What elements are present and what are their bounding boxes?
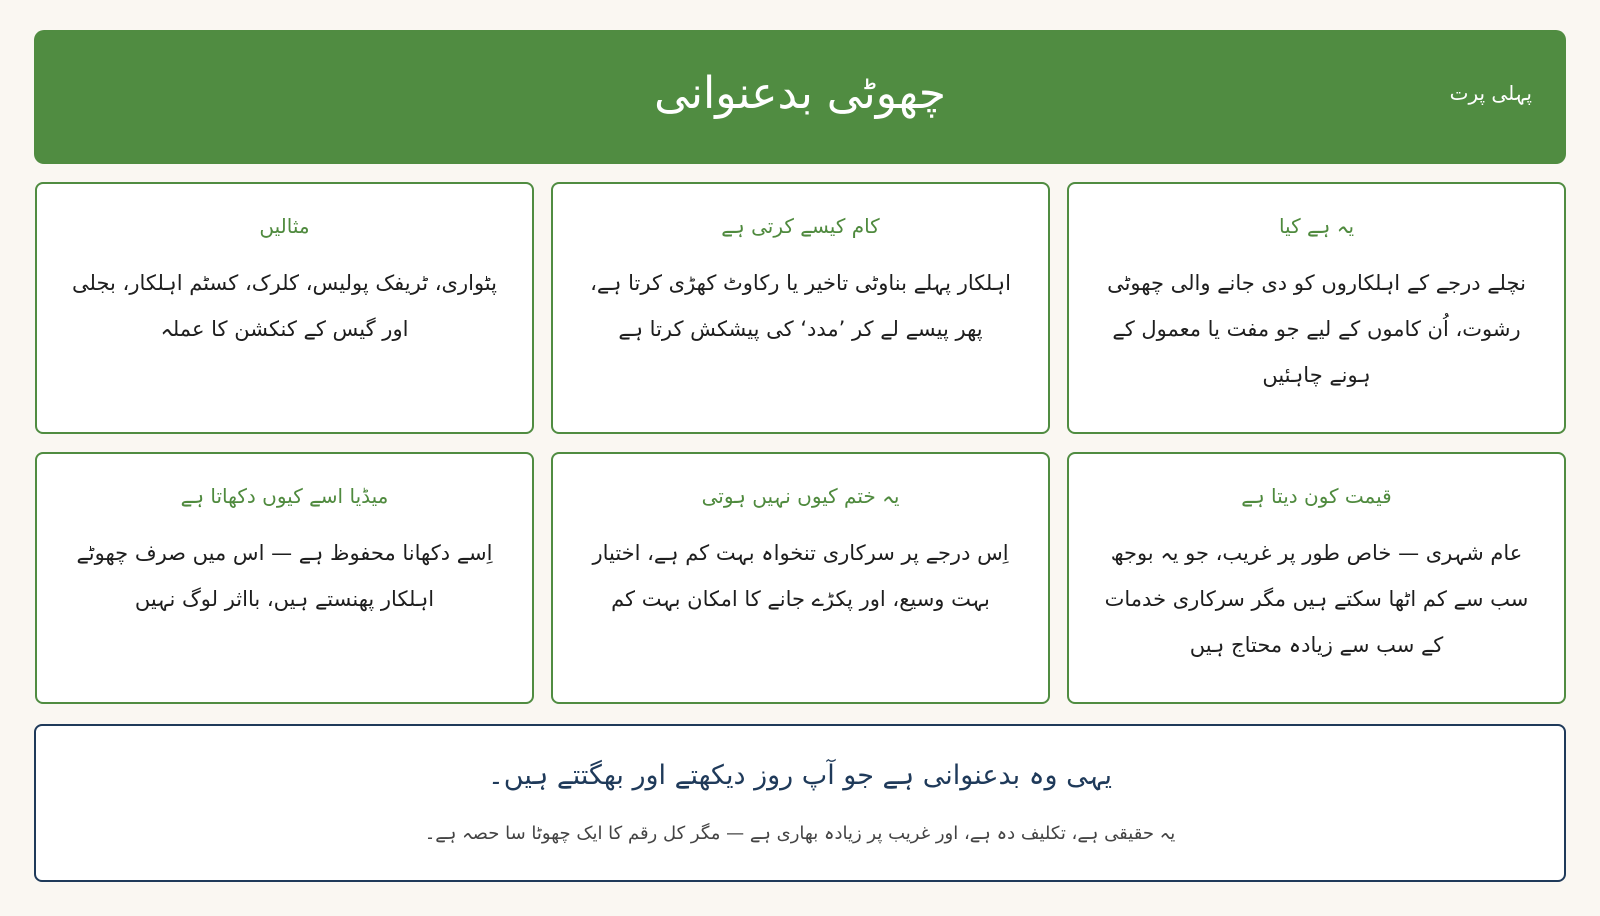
summary-subtext: یہ حقیقی ہے، تکلیف دہ ہے، اور غریب پر زیادہ بھاری ہے — مگر کل رقم کا ایک چھوٹا سا حصہ ہے۔ bbox=[424, 823, 1176, 844]
card-body: پٹواری، ٹریفک پولیس، کلرک، کسٹم اہلکار، بجلی اور گیس کے کنکشن کا عملہ bbox=[72, 271, 497, 341]
card-body: اِس درجے پر سرکاری تنخواہ بہت کم ہے، اختیار بہت وسیع، اور پکڑے جانے کا امکان بہت کم bbox=[592, 541, 1009, 611]
card-title: یہ ختم کیوں نہیں ہوتی bbox=[701, 484, 900, 508]
card-why-media-shows-it bbox=[35, 452, 534, 704]
card-how-it-works bbox=[551, 182, 1050, 434]
card-body: اِسے دکھانا محفوظ ہے — اس میں صرف چھوٹے اہلکار پھنستے ہیں، بااثر لوگ نہیں bbox=[76, 541, 493, 611]
card-why-it-persists bbox=[551, 452, 1050, 704]
card-title: میڈیا اسے کیوں دکھاتا ہے bbox=[180, 484, 389, 508]
card-body: اہلکار پہلے بناوٹی تاخیر یا رکاوٹ کھڑی کرتا ہے، پھر پیسے لے کر ’مدد‘ کی پیشکش کرتا ہے bbox=[590, 271, 1011, 341]
card-body: عام شہری — خاص طور پر غریب، جو یہ بوجھ سب سے کم اٹھا سکتے ہیں مگر سرکاری خدمات کے سب سے زیادہ محتاج ہیں bbox=[1104, 541, 1529, 657]
card-title: قیمت کون دیتا ہے bbox=[1241, 484, 1392, 508]
card-examples bbox=[35, 182, 534, 434]
page bbox=[34, 30, 1566, 844]
card-title: یہ ہے کیا bbox=[1278, 214, 1355, 238]
card-who-pays bbox=[1067, 452, 1566, 704]
summary-headline: یہی وہ بدعنوانی ہے جو آپ روز دیکھتے اور بھگتتے ہیں۔ bbox=[487, 760, 1113, 791]
card-body: نچلے درجے کے اہلکاروں کو دی جانے والی چھوٹی رشوت، اُن کاموں کے لیے جو مفت یا معمول کے ہونے چاہئیں bbox=[1107, 271, 1526, 387]
summary-box bbox=[34, 724, 1566, 882]
card-title: کام کیسے کرتی ہے bbox=[721, 214, 880, 238]
page-title: چھوٹی بدعنوانی bbox=[654, 68, 946, 119]
layer-tag: پہلی پرت bbox=[1449, 81, 1532, 105]
card-what-it-is bbox=[1067, 182, 1566, 434]
header-banner bbox=[34, 30, 1566, 164]
info-card-grid bbox=[34, 182, 1566, 704]
card-title: مثالیں bbox=[259, 214, 310, 238]
